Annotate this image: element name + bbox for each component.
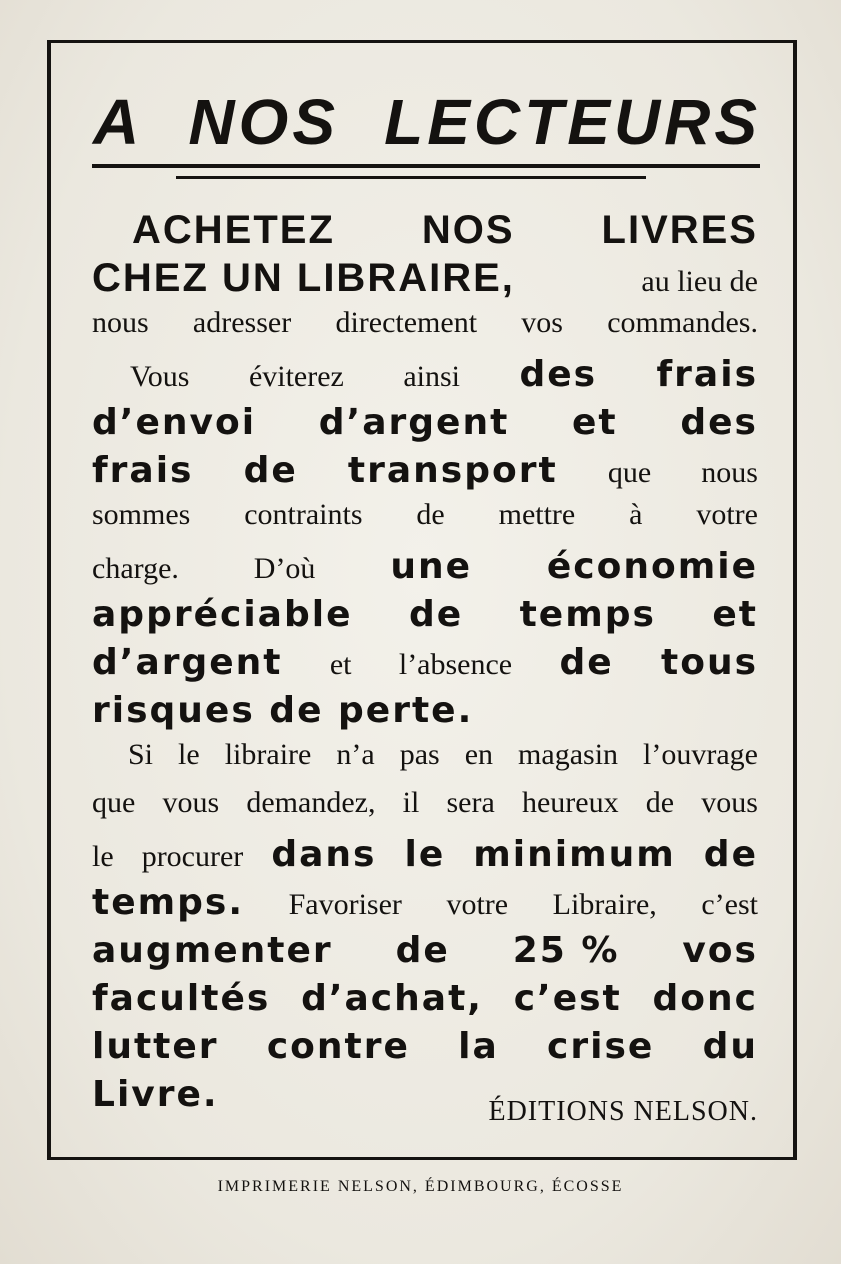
word: le bbox=[178, 738, 200, 771]
text-line bbox=[92, 306, 758, 356]
word: pas bbox=[399, 738, 440, 771]
bold-word: facultés bbox=[92, 978, 271, 1019]
text-line bbox=[92, 354, 758, 404]
text-line bbox=[92, 546, 758, 596]
bold-word: minimum bbox=[473, 834, 676, 875]
text-line bbox=[92, 208, 758, 258]
bold-word: LIVRES bbox=[601, 208, 758, 252]
bold-word: économie bbox=[546, 546, 758, 587]
bold-word: des bbox=[680, 402, 758, 443]
word: vous bbox=[701, 786, 758, 819]
word: c’est bbox=[701, 888, 758, 921]
word: procurer bbox=[141, 840, 244, 873]
word: en bbox=[464, 738, 494, 771]
bold-word: et bbox=[712, 594, 758, 635]
word: Favoriser bbox=[288, 888, 402, 921]
bold-word: appréciable bbox=[92, 594, 353, 635]
bold-word: tous bbox=[661, 642, 758, 683]
word: vous bbox=[162, 786, 220, 819]
bold-word: frais bbox=[656, 354, 758, 395]
word: et bbox=[329, 648, 352, 681]
title-rule-thick bbox=[92, 164, 760, 168]
word: Si bbox=[128, 738, 154, 771]
word: Vous bbox=[130, 360, 190, 393]
word: que bbox=[607, 456, 652, 489]
printer-imprint: IMPRIMERIE NELSON, ÉDIMBOURG, ÉCOSSE bbox=[217, 1178, 624, 1195]
title-word: A bbox=[93, 86, 144, 158]
word: ainsi bbox=[403, 360, 460, 393]
word: au lieu de bbox=[641, 265, 758, 298]
bold-word: c’est bbox=[513, 978, 622, 1019]
bold-word: de bbox=[559, 642, 614, 683]
text-line bbox=[92, 786, 758, 836]
title-word: LECTEURS bbox=[384, 86, 761, 158]
bold-word: le bbox=[404, 834, 446, 875]
title-rule-thin bbox=[176, 176, 646, 179]
bold-word: augmenter bbox=[92, 930, 333, 971]
word: commandes. bbox=[607, 306, 758, 339]
word: que bbox=[92, 786, 136, 819]
word: adresser bbox=[192, 306, 292, 339]
word: heureux bbox=[521, 786, 619, 819]
word: de bbox=[416, 498, 445, 531]
bold-word: 25 % bbox=[512, 930, 620, 971]
word: de bbox=[645, 786, 675, 819]
word: Libraire, bbox=[552, 888, 657, 921]
text-line bbox=[92, 738, 758, 788]
text-line bbox=[92, 882, 758, 932]
bold-word: ACHETEZ bbox=[132, 208, 335, 252]
word: à bbox=[629, 498, 643, 531]
bold-word: du bbox=[702, 1026, 758, 1067]
publisher-signature: ÉDITIONS NELSON. bbox=[488, 1096, 758, 1127]
text-line bbox=[92, 642, 758, 692]
bold-word: de bbox=[243, 450, 298, 491]
bold-word: d’envoi bbox=[92, 402, 257, 443]
word: directement bbox=[335, 306, 478, 339]
text-line bbox=[92, 1026, 758, 1076]
word: contraints bbox=[244, 498, 363, 531]
bold-word: une bbox=[390, 546, 472, 587]
bold-word: d’argent bbox=[92, 642, 283, 683]
word: votre bbox=[696, 498, 758, 531]
word: il bbox=[402, 786, 420, 819]
text-line bbox=[92, 402, 758, 452]
bold-word: la bbox=[458, 1026, 499, 1067]
text-line bbox=[92, 450, 758, 500]
text-line bbox=[92, 498, 758, 548]
text-line bbox=[92, 256, 758, 306]
title-word: NOS bbox=[188, 86, 339, 158]
bold-word: temps bbox=[519, 594, 656, 635]
word: le bbox=[92, 840, 114, 873]
word: votre bbox=[446, 888, 509, 921]
text-line bbox=[92, 594, 758, 644]
bold-word: vos bbox=[682, 930, 758, 971]
word: sommes bbox=[92, 498, 191, 531]
bold-word: crise bbox=[547, 1026, 655, 1067]
bold-word: d’achat, bbox=[301, 978, 483, 1019]
bold-word: contre bbox=[266, 1026, 410, 1067]
bold-word: d’argent bbox=[318, 402, 510, 443]
signature-line bbox=[92, 1096, 758, 1136]
bold-word: donc bbox=[652, 978, 758, 1019]
word: demandez, bbox=[246, 786, 376, 819]
bold-word: lutter bbox=[92, 1026, 219, 1067]
text-line bbox=[92, 834, 758, 884]
word: nous bbox=[701, 456, 758, 489]
word: l’absence bbox=[398, 648, 513, 681]
text-line bbox=[92, 978, 758, 1028]
bold-word: frais bbox=[92, 450, 194, 491]
word: l’ouvrage bbox=[643, 738, 758, 771]
word: éviterez bbox=[248, 360, 344, 393]
bold-phrase: CHEZ UN LIBRAIRE, bbox=[92, 256, 515, 300]
word: nous bbox=[92, 306, 149, 339]
bold-word: dans bbox=[271, 834, 377, 875]
bold-word: transport bbox=[347, 450, 558, 491]
word: sera bbox=[446, 786, 495, 819]
word: vos bbox=[521, 306, 563, 339]
bold-word: de bbox=[408, 594, 464, 635]
word: n’a bbox=[336, 738, 375, 771]
bold-word: Livre. bbox=[92, 1074, 219, 1115]
bold-word: temps. bbox=[92, 882, 245, 923]
text-line bbox=[92, 690, 758, 740]
page-title bbox=[93, 82, 761, 162]
bold-word: NOS bbox=[421, 208, 515, 252]
word: D’où bbox=[253, 552, 316, 585]
word: libraire bbox=[224, 738, 312, 771]
bold-phrase: risques de perte. bbox=[92, 690, 474, 731]
bold-word: et bbox=[572, 402, 618, 443]
word: mettre bbox=[498, 498, 576, 531]
bold-word: de bbox=[703, 834, 758, 875]
bold-word: de bbox=[395, 930, 450, 971]
text-line bbox=[92, 930, 758, 980]
bold-word: des bbox=[519, 354, 598, 395]
word: magasin bbox=[518, 738, 619, 771]
word: charge. bbox=[92, 552, 179, 585]
